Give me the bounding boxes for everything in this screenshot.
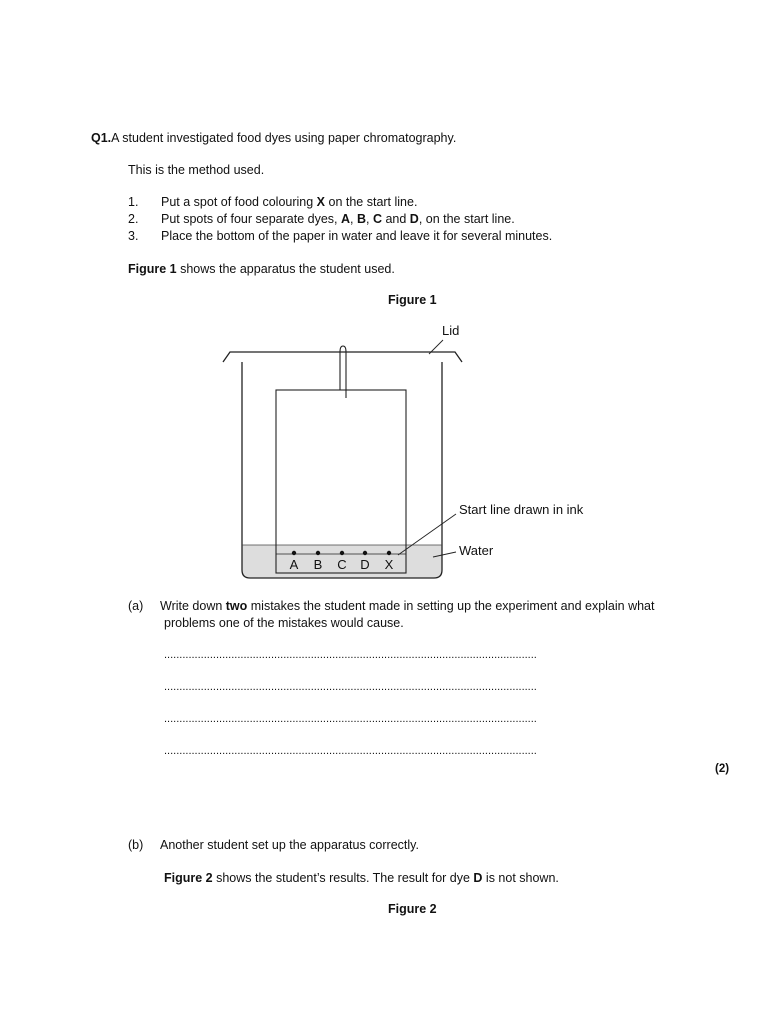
water-label: Water <box>459 543 494 558</box>
step-number: 3. <box>128 229 139 243</box>
step-text: Put a spot of food colouring X on the start line. <box>161 195 418 209</box>
answer-line[interactable]: .......................................................................................................................... <box>164 745 537 757</box>
start-line-label: Start line drawn in ink <box>459 502 584 517</box>
step-number: 2. <box>128 212 139 226</box>
method-intro: This is the method used. <box>128 163 265 177</box>
dye-spot-x <box>387 551 391 555</box>
answer-line[interactable]: .......................................................................................................................... <box>164 649 537 661</box>
part-b-label: (b) <box>128 838 144 852</box>
part-a-label: (a) <box>128 599 144 613</box>
dye-spot-c <box>340 551 344 555</box>
dye-spot-a <box>292 551 296 555</box>
marks-label: (2) <box>715 763 730 775</box>
figure1-reference: Figure 1 shows the apparatus the student used. <box>128 262 395 276</box>
step-number: 1. <box>128 195 139 209</box>
spot-label-d: D <box>360 557 370 572</box>
step-text: Place the bottom of the paper in water and leave it for several minutes. <box>161 229 553 243</box>
question-intro-text: A student investigated food dyes using paper chromatography. <box>111 131 457 145</box>
answer-line[interactable]: .......................................................................................................................... <box>164 713 537 725</box>
spot-label-x: X <box>384 557 394 572</box>
part-a-text-line2: problems one of the mistakes would cause. <box>164 616 404 630</box>
lid-label: Lid <box>442 323 460 338</box>
dye-spot-b <box>316 551 320 555</box>
spot-label-a: A <box>289 557 299 572</box>
answer-line[interactable]: .......................................................................................................................... <box>164 681 537 693</box>
part-a-text: Write down two mistakes the student made in setting up the experiment and explain what <box>160 599 655 613</box>
lid <box>223 352 462 362</box>
spot-label-b: B <box>313 557 323 572</box>
figure1-title: Figure 1 <box>388 293 437 307</box>
part-b-text: Another student set up the apparatus correctly. <box>160 838 419 852</box>
step-text: Put spots of four separate dyes, A, B, C and D, on the start line. <box>161 212 515 226</box>
figure2-title: Figure 2 <box>388 902 437 916</box>
question-number: Q1. <box>91 131 112 145</box>
spot-label-c: C <box>337 557 347 572</box>
dye-spot-d <box>363 551 367 555</box>
figure2-reference: Figure 2 shows the student’s results. The result for dye D is not shown. <box>164 871 559 885</box>
